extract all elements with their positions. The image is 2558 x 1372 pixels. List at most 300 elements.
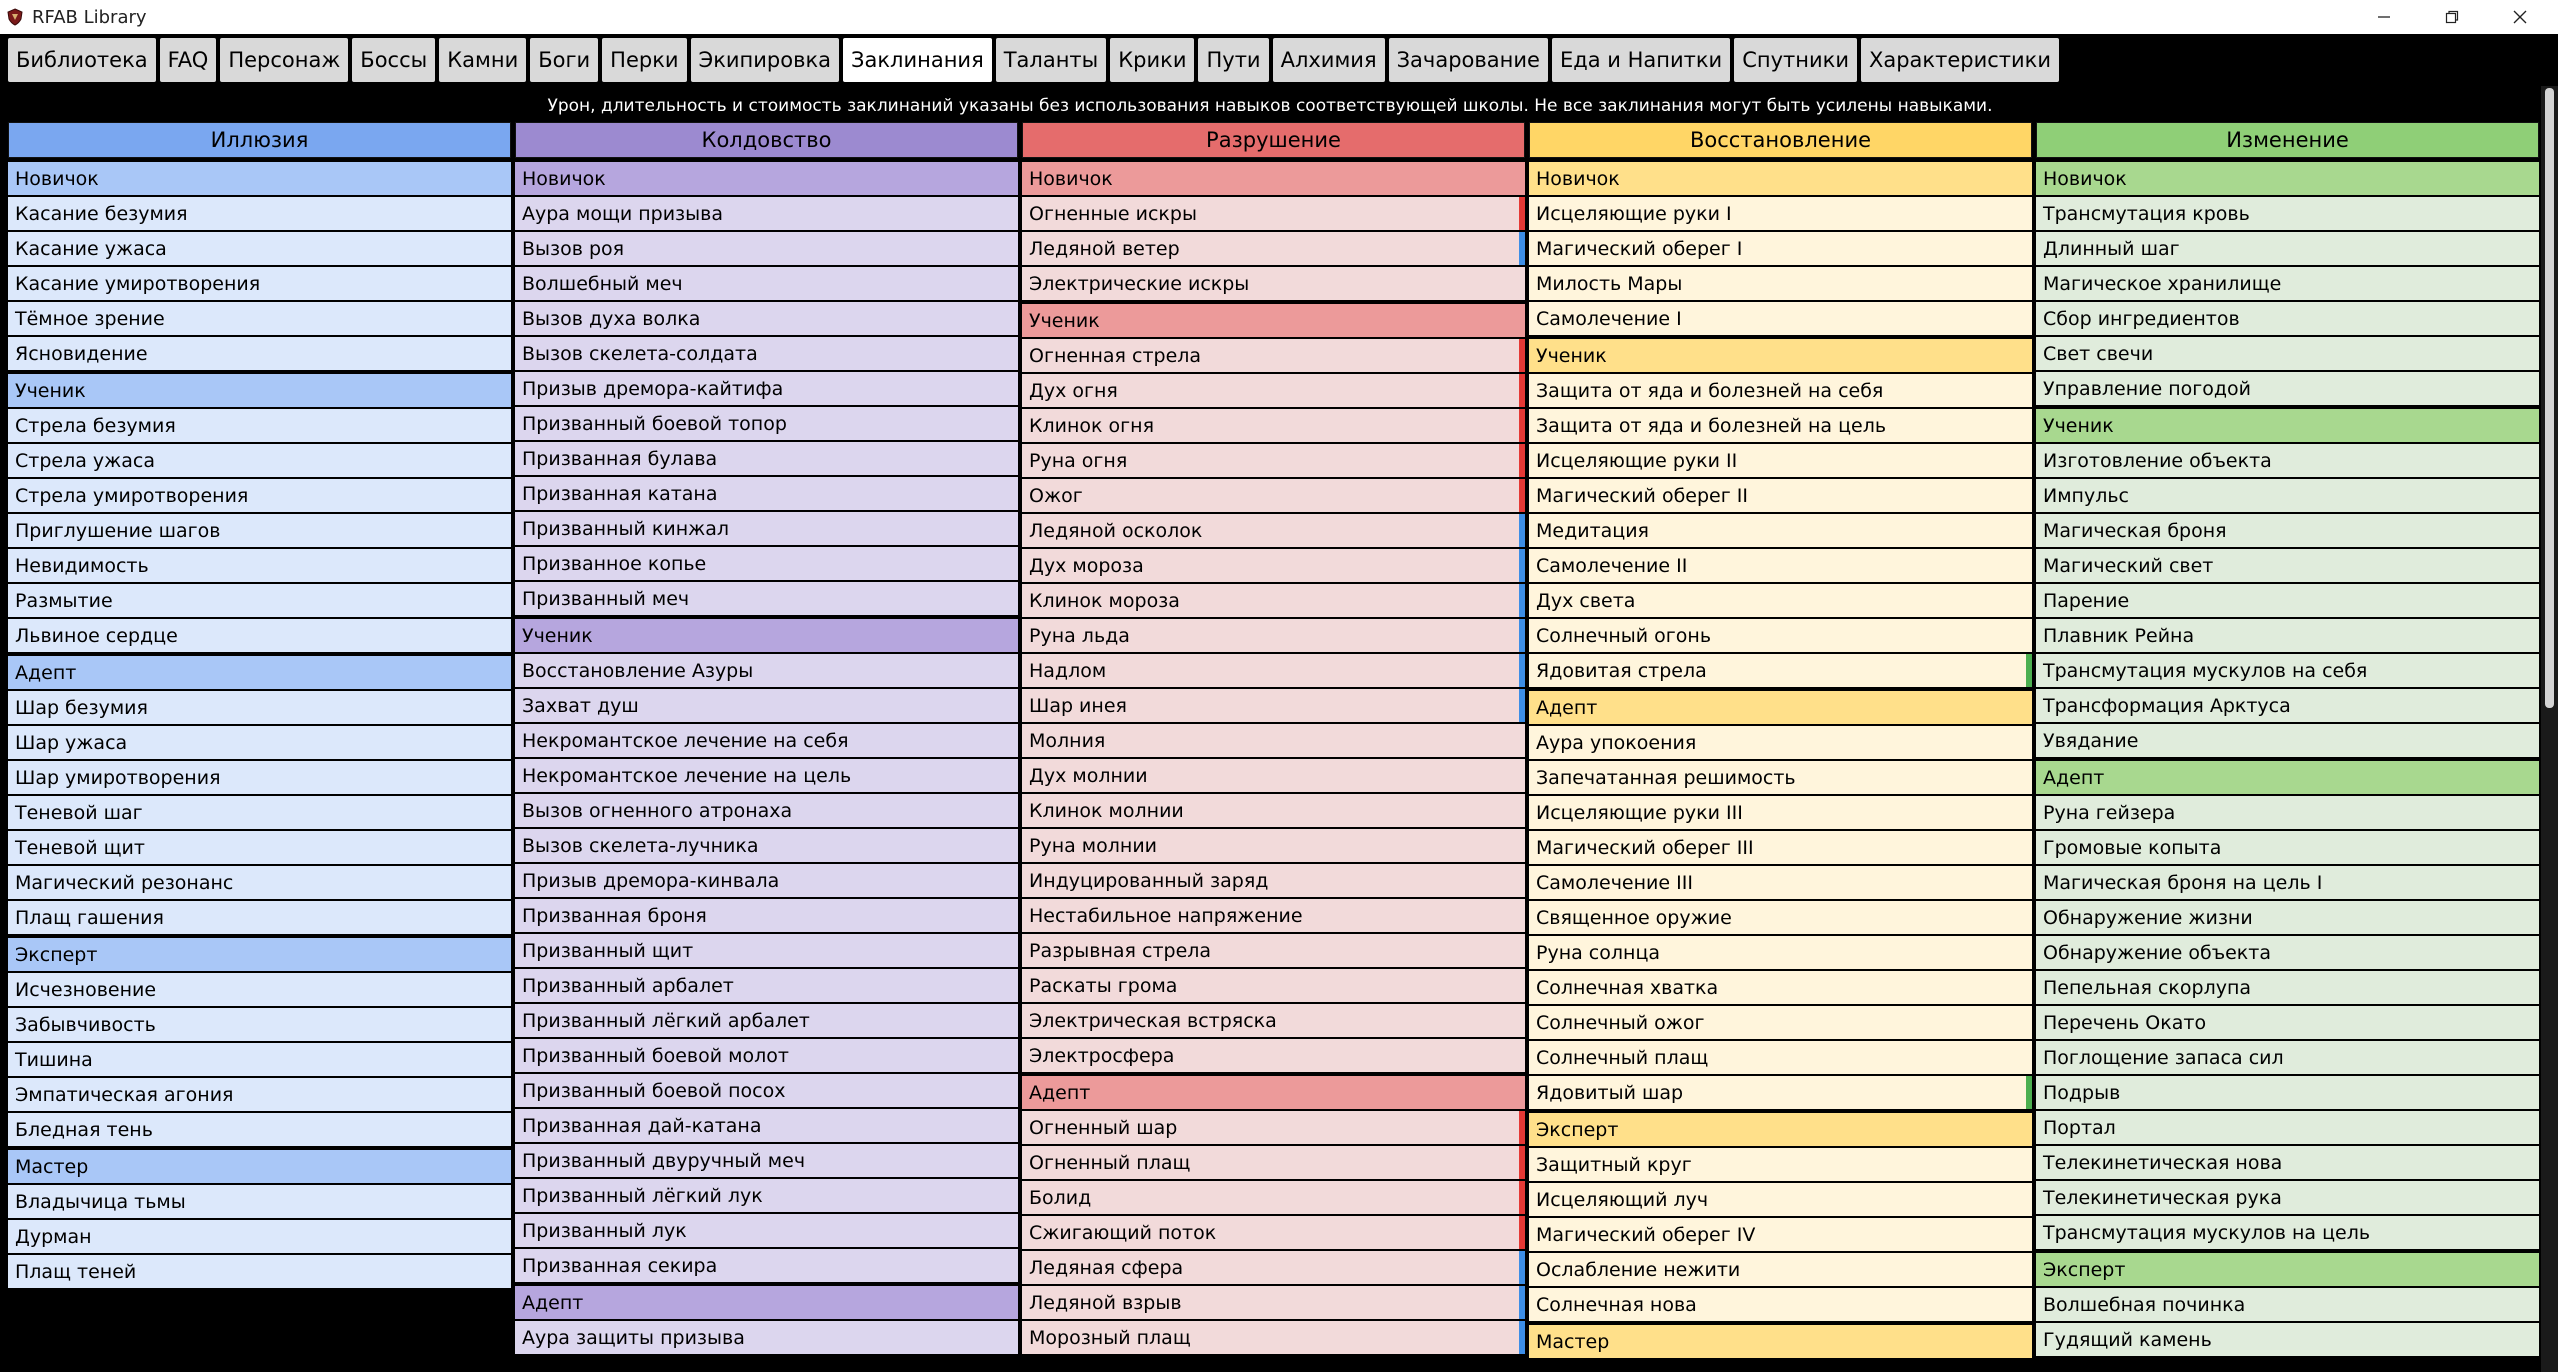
spell-name: Шар инея	[1029, 694, 1127, 717]
rank-section-header	[2036, 757, 2539, 794]
spell-row[interactable]	[1529, 934, 2032, 969]
spell-row[interactable]	[515, 405, 1018, 440]
spell-name: Вызов скелета-лучника	[522, 834, 759, 857]
spell-name: Стрела умиротворения	[15, 484, 249, 507]
spell-row[interactable]	[515, 687, 1018, 722]
spell-row[interactable]	[1529, 1074, 2032, 1109]
spell-row[interactable]	[8, 899, 511, 934]
tab-9[interactable]: Таланты	[996, 38, 1107, 82]
spell-row[interactable]	[1022, 687, 1525, 722]
tab-1[interactable]: FAQ	[160, 38, 217, 82]
element-marker-blue	[1519, 689, 1525, 722]
spell-row[interactable]	[2036, 1286, 2539, 1321]
spell-row[interactable]	[1022, 230, 1525, 265]
spell-row[interactable]	[515, 722, 1018, 757]
spell-name: Ледяная сфера	[1029, 1256, 1184, 1279]
spell-row[interactable]	[1022, 337, 1525, 372]
spell-name: Эмпатическая агония	[15, 1083, 234, 1106]
spell-name: Громовые копыта	[2043, 836, 2222, 859]
school-header: Изменение	[2036, 122, 2539, 158]
element-marker-blue	[1519, 232, 1525, 265]
spell-name: Призванный арбалет	[522, 974, 734, 997]
spell-name: Касание ужаса	[15, 237, 167, 260]
window-title: RFAB Library	[32, 6, 147, 28]
spell-row[interactable]	[8, 971, 511, 1006]
spell-row[interactable]	[515, 932, 1018, 967]
spell-row[interactable]	[8, 864, 511, 899]
spell-row[interactable]	[2036, 335, 2539, 370]
element-marker-red	[1519, 1181, 1525, 1214]
spell-row[interactable]	[1529, 829, 2032, 864]
spell-row[interactable]	[8, 1218, 511, 1253]
spell-row[interactable]	[515, 652, 1018, 687]
rank-label: Адепт	[1029, 1081, 1091, 1104]
spell-row[interactable]	[515, 300, 1018, 335]
spell-row[interactable]	[1529, 477, 2032, 512]
spell-row[interactable]	[2036, 230, 2539, 265]
spell-row[interactable]	[1529, 372, 2032, 407]
spell-row[interactable]	[1022, 372, 1525, 407]
spell-row[interactable]	[2036, 617, 2539, 652]
spell-row[interactable]	[515, 1107, 1018, 1142]
element-marker-blue	[1519, 1321, 1525, 1354]
element-marker-blue	[1519, 654, 1525, 687]
spell-row[interactable]	[1529, 1251, 2032, 1286]
spell-name: Призванный кинжал	[522, 517, 730, 540]
tab-8[interactable]: Заклинания	[843, 38, 992, 82]
spell-name: Призванная булава	[522, 447, 718, 470]
spell-row[interactable]	[1022, 265, 1525, 300]
tab-5[interactable]: Боги	[530, 38, 598, 82]
spell-name: Исцеляющие руки II	[1536, 449, 1738, 472]
spell-row[interactable]	[8, 829, 511, 864]
spell-row[interactable]	[2036, 864, 2539, 899]
spell-name: Дух огня	[1029, 379, 1118, 402]
spell-row[interactable]	[1529, 547, 2032, 582]
spell-name: Импульс	[2043, 484, 2130, 507]
spell-row[interactable]	[515, 1319, 1018, 1354]
spell-row[interactable]	[1022, 1214, 1525, 1249]
spell-row[interactable]	[8, 407, 511, 442]
spell-name: Молния	[1029, 729, 1106, 752]
spell-name: Призванный боевой посох	[522, 1079, 786, 1102]
rank-section-header	[1529, 158, 2032, 195]
tab-4[interactable]: Камни	[439, 38, 526, 82]
spell-row[interactable]	[515, 1002, 1018, 1037]
rank-section-header	[8, 1146, 511, 1183]
spell-row[interactable]	[2036, 934, 2539, 969]
spell-name: Дурман	[15, 1225, 92, 1248]
spell-row[interactable]	[515, 1142, 1018, 1177]
spell-row[interactable]	[1529, 864, 2032, 899]
spell-name: Призванный лук	[522, 1219, 687, 1242]
spell-row[interactable]	[8, 1253, 511, 1288]
spell-row[interactable]	[1022, 967, 1525, 1002]
tab-6[interactable]: Перки	[602, 38, 686, 82]
spell-name: Сжигающий поток	[1029, 1221, 1217, 1244]
spell-row[interactable]	[1529, 617, 2032, 652]
rank-label: Адепт	[1536, 696, 1598, 719]
spell-name: Аура мощи призыва	[522, 202, 724, 225]
spell-row[interactable]	[515, 230, 1018, 265]
spell-row[interactable]	[1529, 1181, 2032, 1216]
rank-section-header	[2036, 405, 2539, 442]
spell-row[interactable]	[2036, 1074, 2539, 1109]
spell-row[interactable]	[1022, 862, 1525, 897]
spell-row[interactable]	[1529, 1286, 2032, 1321]
spell-name: Шар умиротворения	[15, 766, 221, 789]
spell-row[interactable]	[1022, 1037, 1525, 1072]
tab-13[interactable]: Зачарование	[1389, 38, 1548, 82]
spell-row[interactable]	[8, 230, 511, 265]
spell-row[interactable]	[2036, 1004, 2539, 1039]
spell-row[interactable]	[1529, 652, 2032, 687]
spell-row[interactable]	[1022, 442, 1525, 477]
spell-name: Магическое хранилище	[2043, 272, 2282, 295]
spell-row[interactable]	[515, 580, 1018, 615]
spell-name: Телекинетическая рука	[2043, 1186, 2282, 1209]
rank-label: Эксперт	[2043, 1258, 2126, 1281]
spell-row[interactable]	[2036, 722, 2539, 757]
spell-name: Теневой щит	[15, 836, 145, 859]
spell-row[interactable]	[1022, 652, 1525, 687]
spell-name: Плащ гашения	[15, 906, 164, 929]
spell-row[interactable]	[1529, 265, 2032, 300]
spell-row[interactable]	[515, 757, 1018, 792]
spell-row[interactable]	[8, 512, 511, 547]
spell-row[interactable]	[8, 582, 511, 617]
spell-name: Руна солнца	[1536, 941, 1661, 964]
element-marker-red	[1519, 339, 1525, 372]
spell-row[interactable]	[1022, 1249, 1525, 1284]
rank-section-header	[2036, 1249, 2539, 1286]
spell-row[interactable]	[8, 689, 511, 724]
spell-name: Стрела ужаса	[15, 449, 156, 472]
spell-row[interactable]	[2036, 477, 2539, 512]
spell-name: Ледяной осколок	[1029, 519, 1203, 542]
rank-section-header	[515, 615, 1018, 652]
spell-row[interactable]	[2036, 1179, 2539, 1214]
spell-row[interactable]	[2036, 1109, 2539, 1144]
scrollbar-thumb[interactable]	[2545, 88, 2554, 708]
rank-label: Новичок	[1536, 167, 1620, 190]
spell-row[interactable]	[8, 1041, 511, 1076]
spell-row[interactable]	[515, 1037, 1018, 1072]
spell-name: Огненные искры	[1029, 202, 1197, 225]
spell-name: Магическая броня	[2043, 519, 2227, 542]
spell-row[interactable]	[1022, 1144, 1525, 1179]
spell-name: Солнечный плащ	[1536, 1046, 1709, 1069]
spell-name: Вызов духа волка	[522, 307, 701, 330]
spell-name: Клинок огня	[1029, 414, 1155, 437]
rank-label: Адепт	[522, 1291, 584, 1314]
spell-name: Шар ужаса	[15, 731, 128, 754]
spell-row[interactable]	[1529, 1039, 2032, 1074]
spell-row[interactable]	[2036, 195, 2539, 230]
spell-row[interactable]	[1022, 1179, 1525, 1214]
rank-section-header	[8, 370, 511, 407]
school-header: Иллюзия	[8, 122, 511, 158]
spell-row[interactable]	[1022, 547, 1525, 582]
spell-row[interactable]	[1529, 582, 2032, 617]
spell-name: Запечатанная решимость	[1536, 766, 1796, 789]
spell-row[interactable]	[1022, 1002, 1525, 1037]
spell-row[interactable]	[1529, 794, 2032, 829]
spell-name: Магический оберег III	[1536, 836, 1754, 859]
spell-row[interactable]	[2036, 370, 2539, 405]
rank-label: Ученик	[1029, 309, 1100, 332]
rank-section-header	[2036, 158, 2539, 195]
spell-row[interactable]	[2036, 652, 2539, 687]
spell-name: Волшебная починка	[2043, 1293, 2246, 1316]
spell-row[interactable]	[1529, 512, 2032, 547]
spell-row[interactable]	[515, 545, 1018, 580]
spell-name: Морозный плащ	[1029, 1326, 1191, 1349]
spell-name: Электрическая встряска	[1029, 1009, 1277, 1032]
spell-row[interactable]	[8, 759, 511, 794]
element-marker-red	[1519, 409, 1525, 442]
spell-row[interactable]	[515, 440, 1018, 475]
spell-name: Солнечная хватка	[1536, 976, 1719, 999]
spell-row[interactable]	[1022, 1319, 1525, 1354]
spell-row[interactable]	[1022, 407, 1525, 442]
spell-name: Огненный плащ	[1029, 1151, 1191, 1174]
spell-name: Призванный боевой топор	[522, 412, 787, 435]
spell-name: Призванный двуручный меч	[522, 1149, 806, 1172]
spell-name: Парение	[2043, 589, 2130, 612]
spell-name: Дух света	[1536, 589, 1636, 612]
spell-name: Пепельная скорлупа	[2043, 976, 2252, 999]
spell-row[interactable]	[8, 1111, 511, 1146]
spell-row[interactable]	[1022, 897, 1525, 932]
spell-row[interactable]	[2036, 300, 2539, 335]
spell-row[interactable]	[1529, 759, 2032, 794]
spell-row[interactable]	[1022, 827, 1525, 862]
spell-row[interactable]	[8, 1006, 511, 1041]
spell-row[interactable]	[1022, 1284, 1525, 1319]
spell-row[interactable]	[1529, 1146, 2032, 1181]
spell-row[interactable]	[8, 724, 511, 759]
spell-row[interactable]	[8, 617, 511, 652]
spell-row[interactable]	[8, 1183, 511, 1218]
spell-row[interactable]	[1529, 1004, 2032, 1039]
spell-name: Призванный меч	[522, 587, 690, 610]
spell-row[interactable]	[2036, 1214, 2539, 1249]
tab-15[interactable]: Спутники	[1734, 38, 1857, 82]
spell-row[interactable]	[1529, 407, 2032, 442]
spell-name: Призыв дремора-кайтифа	[522, 377, 784, 400]
tab-7[interactable]: Экипировка	[691, 38, 839, 82]
spell-row[interactable]	[2036, 794, 2539, 829]
spell-name: Обнаружение жизни	[2043, 906, 2253, 929]
rank-section-header	[1529, 335, 2032, 372]
spell-row[interactable]	[2036, 512, 2539, 547]
spell-name: Аура упокоения	[1536, 731, 1697, 754]
spell-row[interactable]	[1022, 932, 1525, 967]
close-icon	[2512, 9, 2528, 25]
spell-name: Призванная секира	[522, 1254, 718, 1277]
spell-row[interactable]	[8, 794, 511, 829]
spell-name: Призванное копье	[522, 552, 707, 575]
vertical-scrollbar[interactable]	[2541, 86, 2558, 1372]
spell-name: Раскаты грома	[1029, 974, 1178, 997]
spell-name: Исцеляющие руки III	[1536, 801, 1743, 824]
spell-row[interactable]	[2036, 687, 2539, 722]
spell-row[interactable]	[8, 195, 511, 230]
spell-row[interactable]	[1022, 722, 1525, 757]
spell-row[interactable]	[2036, 1039, 2539, 1074]
spell-name: Дух мороза	[1029, 554, 1144, 577]
spell-name: Захват душ	[522, 694, 639, 717]
spell-row[interactable]	[1022, 617, 1525, 652]
school-header: Разрушение	[1022, 122, 1525, 158]
spell-row[interactable]	[8, 300, 511, 335]
spell-name: Вызов огненного атронаха	[522, 799, 793, 822]
spell-name: Телекинетическая нова	[2043, 1151, 2283, 1174]
rank-section-header	[8, 652, 511, 689]
tab-16[interactable]: Характеристики	[1861, 38, 2059, 82]
spell-name: Солнечный ожог	[1536, 1011, 1705, 1034]
spell-name: Разрывная стрела	[1029, 939, 1212, 962]
spell-row[interactable]	[515, 1072, 1018, 1107]
spell-row[interactable]	[1022, 512, 1525, 547]
spell-name: Свет свечи	[2043, 342, 2154, 365]
tab-10[interactable]: Крики	[1110, 38, 1194, 82]
tab-3[interactable]: Боссы	[352, 38, 435, 82]
spell-name: Ледяной ветер	[1029, 237, 1180, 260]
rank-label: Ученик	[15, 379, 86, 402]
spell-name: Самолечение II	[1536, 554, 1688, 577]
spell-row[interactable]	[515, 475, 1018, 510]
rank-section-header	[8, 934, 511, 971]
tab-14[interactable]: Еда и Напитки	[1552, 38, 1730, 82]
school-column-2	[1022, 122, 1525, 1372]
spell-name: Ясновидение	[15, 342, 148, 365]
spell-row[interactable]	[515, 897, 1018, 932]
spell-name: Подрыв	[2043, 1081, 2121, 1104]
close-button[interactable]	[2486, 0, 2554, 34]
spell-row[interactable]	[515, 862, 1018, 897]
tab-12[interactable]: Алхимия	[1273, 38, 1385, 82]
spell-row[interactable]	[8, 442, 511, 477]
spell-name: Невидимость	[15, 554, 149, 577]
spell-row[interactable]	[515, 335, 1018, 370]
spell-row[interactable]	[1529, 195, 2032, 230]
spell-row[interactable]	[8, 477, 511, 512]
rank-label: Эксперт	[1536, 1118, 1619, 1141]
tab-11[interactable]: Пути	[1198, 38, 1268, 82]
spell-name: Тёмное зрение	[15, 307, 165, 330]
spell-name: Руна огня	[1029, 449, 1128, 472]
restore-button[interactable]	[2418, 0, 2486, 34]
spell-row[interactable]	[1022, 1109, 1525, 1144]
element-marker-red	[1519, 1216, 1525, 1249]
spell-name: Поглощение запаса сил	[2043, 1046, 2284, 1069]
spell-row[interactable]	[2036, 582, 2539, 617]
spell-name: Львиное сердце	[15, 624, 178, 647]
spell-name: Тишина	[15, 1048, 93, 1071]
spell-row[interactable]	[515, 792, 1018, 827]
spell-name: Ледяной взрыв	[1029, 1291, 1182, 1314]
spell-row[interactable]	[1529, 1216, 2032, 1251]
spell-name: Исцеляющий луч	[1536, 1188, 1709, 1211]
spell-row[interactable]	[8, 335, 511, 370]
rank-section-header	[1529, 1109, 2032, 1146]
spell-row[interactable]	[1529, 899, 2032, 934]
spell-row[interactable]	[2036, 1144, 2539, 1179]
minimize-button[interactable]	[2350, 0, 2418, 34]
spell-name: Клинок мороза	[1029, 589, 1180, 612]
rank-label: Новичок	[15, 167, 99, 190]
spell-row[interactable]	[515, 510, 1018, 545]
rank-label: Новичок	[2043, 167, 2127, 190]
spell-name: Портал	[2043, 1116, 2116, 1139]
spell-row[interactable]	[1022, 477, 1525, 512]
element-marker-red	[1519, 444, 1525, 477]
spell-row[interactable]	[1022, 195, 1525, 230]
spell-name: Защита от яда и болезней на себя	[1536, 379, 1884, 402]
spell-row[interactable]	[2036, 969, 2539, 1004]
spell-row[interactable]	[1022, 757, 1525, 792]
spell-row[interactable]	[2036, 899, 2539, 934]
spell-row[interactable]	[2036, 265, 2539, 300]
rank-section-header	[8, 158, 511, 195]
rank-label: Эксперт	[15, 943, 98, 966]
spell-row[interactable]	[8, 265, 511, 300]
element-marker-blue	[1519, 584, 1525, 617]
spell-name: Аура защиты призыва	[522, 1326, 745, 1349]
tab-0[interactable]: Библиотека	[8, 38, 156, 82]
spell-row[interactable]	[515, 827, 1018, 862]
spell-name: Вызов роя	[522, 237, 625, 260]
spell-row[interactable]	[515, 1247, 1018, 1282]
spell-name: Ослабление нежити	[1536, 1258, 1741, 1281]
spell-row[interactable]	[8, 547, 511, 582]
spell-row[interactable]	[1529, 442, 2032, 477]
spell-row[interactable]	[515, 265, 1018, 300]
spell-row[interactable]	[1529, 230, 2032, 265]
spell-name: Трансмутация кровь	[2043, 202, 2250, 225]
spell-name: Теневой шаг	[15, 801, 143, 824]
spell-name: Нестабильное напряжение	[1029, 904, 1303, 927]
spell-name: Призыв дремора-кинвала	[522, 869, 780, 892]
spell-row[interactable]	[8, 1076, 511, 1111]
spell-row[interactable]	[515, 370, 1018, 405]
spell-name: Руна молнии	[1029, 834, 1158, 857]
spell-row[interactable]	[1529, 724, 2032, 759]
spell-row[interactable]	[1529, 969, 2032, 1004]
spell-row[interactable]	[1022, 582, 1525, 617]
spell-row[interactable]	[1022, 792, 1525, 827]
tab-2[interactable]: Персонаж	[220, 38, 348, 82]
spell-name: Священное оружие	[1536, 906, 1732, 929]
spell-row[interactable]	[2036, 1321, 2539, 1356]
spell-row[interactable]	[515, 1212, 1018, 1247]
spell-row[interactable]	[2036, 547, 2539, 582]
spell-name: Касание безумия	[15, 202, 188, 225]
spell-row[interactable]	[1529, 300, 2032, 335]
element-marker-red	[1519, 1111, 1525, 1144]
spell-name: Владычица тьмы	[15, 1190, 186, 1213]
school-column-0	[8, 122, 511, 1372]
spell-name: Самолечение I	[1536, 307, 1682, 330]
spell-row[interactable]	[515, 195, 1018, 230]
spell-name: Размытие	[15, 589, 113, 612]
spell-row[interactable]	[2036, 829, 2539, 864]
spell-row[interactable]	[515, 967, 1018, 1002]
spell-row[interactable]	[2036, 442, 2539, 477]
spell-row[interactable]	[515, 1177, 1018, 1212]
